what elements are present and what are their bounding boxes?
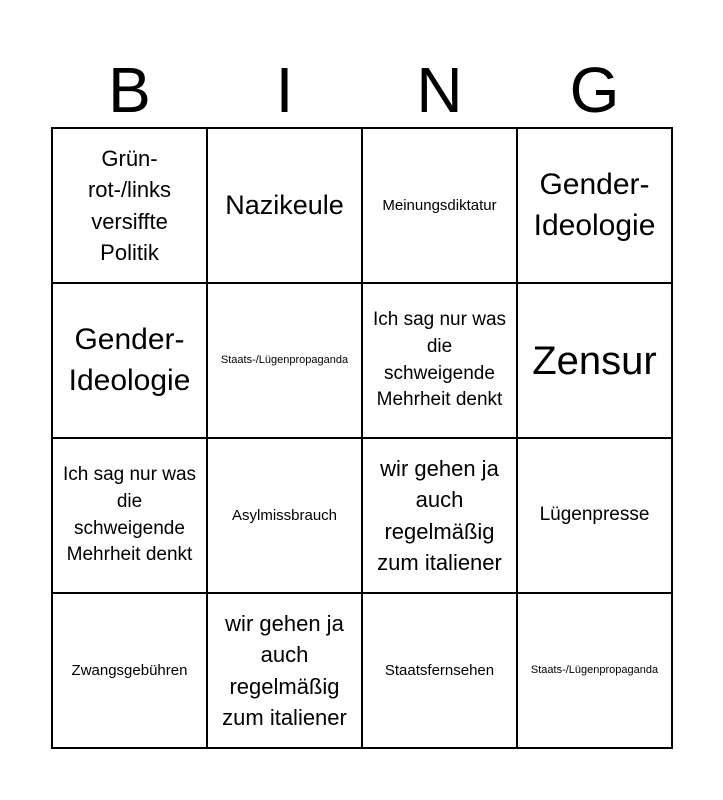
bingo-cell-r3c1[interactable]: Ich sag nur was die schweigende Mehrheit denkt <box>53 439 208 594</box>
bingo-cell-r1c3[interactable]: Meinungsdiktatur <box>363 129 518 284</box>
bingo-cell-r3c4[interactable]: Lügenpresse <box>518 439 673 594</box>
bingo-cell-r1c1[interactable]: Grün- rot-/links versiffte Politik <box>53 129 208 284</box>
header-letter-n: N <box>416 54 463 126</box>
bingo-cell-r1c4[interactable]: Gender- Ideologie <box>518 129 673 284</box>
header-letter-b: B <box>108 54 151 126</box>
bingo-cell-r4c3[interactable]: Staatsfernsehen <box>363 594 518 749</box>
bingo-card <box>51 127 673 749</box>
bingo-cell-r4c1[interactable]: Zwangsgebühren <box>53 594 208 749</box>
bingo-cell-r1c2[interactable]: Nazikeule <box>208 129 363 284</box>
bingo-cell-r3c3[interactable]: wir gehen ja auch regelmäßig zum italiener <box>363 439 518 594</box>
bingo-cell-r2c1[interactable]: Gender- Ideologie <box>53 284 208 439</box>
header-letter-g: G <box>569 54 620 126</box>
bingo-cell-r4c2[interactable]: wir gehen ja auch regelmäßig zum italiener <box>208 594 363 749</box>
bingo-cell-r2c4[interactable]: Zensur <box>518 284 673 439</box>
bingo-cell-r2c2[interactable]: Staats-/Lügenpropaganda <box>208 284 363 439</box>
header-letter-i: I <box>275 54 294 126</box>
bingo-cell-r3c2[interactable]: Asylmissbrauch <box>208 439 363 594</box>
bingo-cell-r2c3[interactable]: Ich sag nur was die schweigende Mehrheit denkt <box>363 284 518 439</box>
bingo-cell-r4c4[interactable]: Staats-/Lügenpropaganda <box>518 594 673 749</box>
bingo-header <box>52 52 672 128</box>
